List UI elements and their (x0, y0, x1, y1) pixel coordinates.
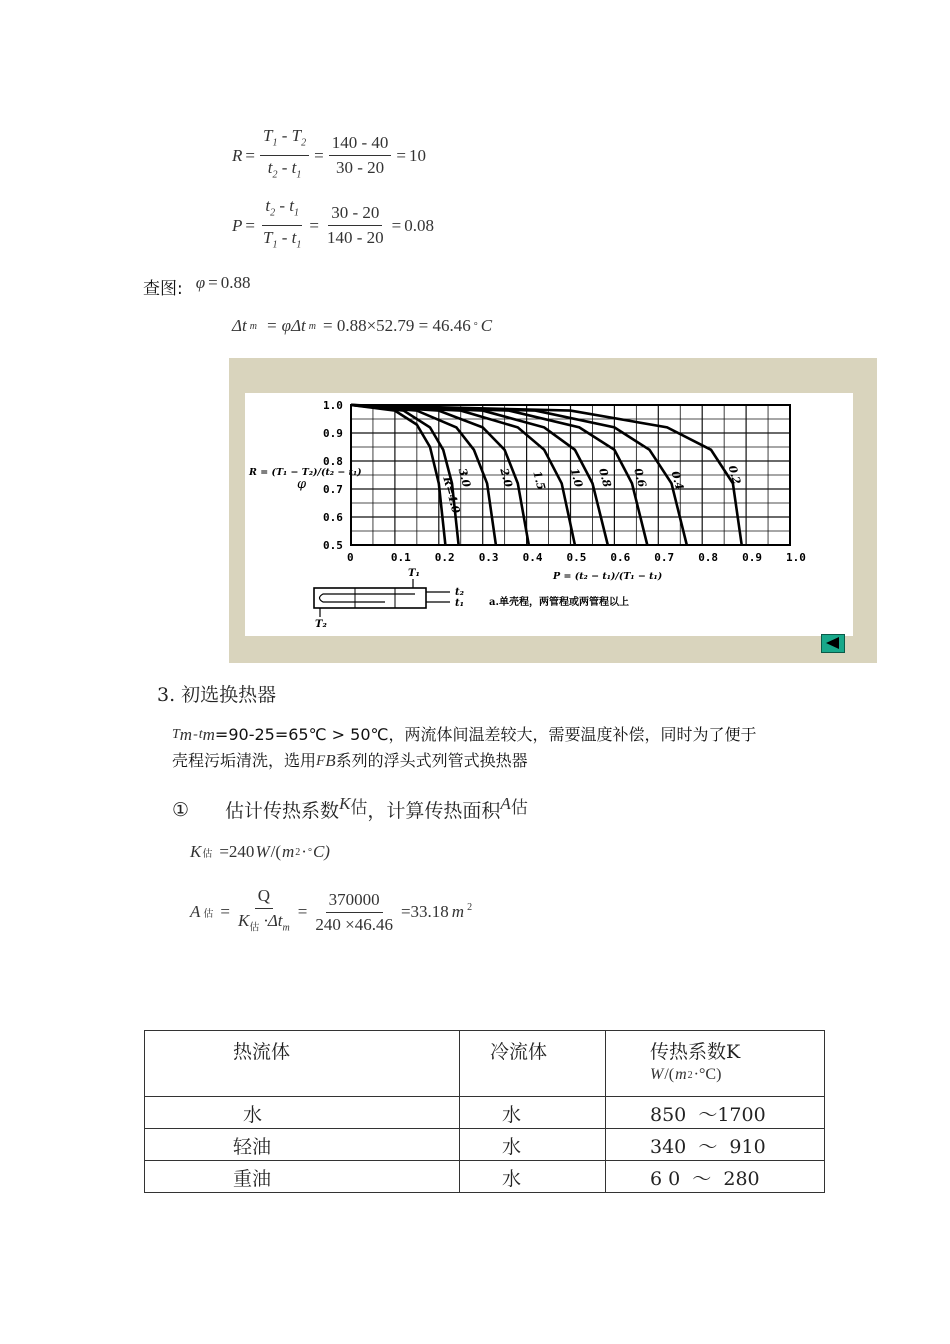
y-axis-label: φ (297, 477, 307, 492)
schematic-label: t₁ (455, 598, 464, 609)
y-tick-label: 0.8 (323, 455, 343, 468)
header-cold-fluid: 冷流体 (490, 1041, 548, 1063)
equation-r: R = $\frac{T_1 - T_2}{t_2 - t_1}$ = $\frac{140 - 40}{30 - 20}$ = 10 (232, 126, 426, 186)
header-hot-fluid: 热流体 (233, 1041, 291, 1063)
equation-a: A 估 = $\frac{Q}{K_估 \cdot\Delta t_m}$ = $\frac{370000}{240 \times 46.46}$ =33.18 m $^2$ (190, 886, 472, 938)
chart-caption: a.单壳程，两管程或两管程以上 (489, 597, 629, 608)
exchanger-tube (320, 594, 386, 602)
x-tick-label: 1.0 (786, 551, 806, 564)
para-line-1: T m - t m =90-25=65℃ > 50℃，两流体间温差较大，需要温度补偿，同时为了便于 (172, 725, 757, 744)
chart-figure (229, 358, 877, 663)
eq-r-result: 10 (408, 145, 426, 165)
step-1-heading: ① 估计传热系数 K 估 ，计算传热面积 A 估 (172, 793, 528, 822)
table-header-row (145, 1031, 825, 1097)
x-tick-label: 0 (347, 551, 354, 564)
curve-label: 1.5 (530, 469, 548, 492)
schematic-label: T₂ (315, 619, 327, 630)
schematic-label: t₂ (455, 587, 464, 598)
schematic-label: T₁ (408, 568, 420, 579)
eq-p-result: 0.08 (404, 215, 434, 235)
curve-label: 0.8 (596, 466, 614, 489)
y-tick-label: 0.7 (323, 483, 343, 496)
y-tick-label: 1.0 (323, 399, 343, 412)
eq-r-lhs: R (232, 145, 243, 165)
chart-paper (245, 393, 853, 636)
table-row (145, 1097, 825, 1129)
curve-label: R=4.0 (440, 475, 463, 515)
back-arrow-button[interactable] (821, 634, 845, 653)
eq-p-lhs: P (232, 215, 243, 235)
para-line-2: 壳程污垢清洗，选用 F B 系列的浮头式列管式换热器 (172, 751, 528, 770)
equation-p: P = $\frac{t_2 - t_1}{T_1 - t_1}$ = $\frac{30 - 20}{140 - 20}$ = 0.08 (232, 196, 434, 256)
eq-a-frac2: $\frac{370000}{240 \times 46.46}$ (315, 889, 393, 934)
eq-r-frac2: $\frac{140 - 40}{30 - 20}$ (329, 133, 392, 178)
eq-p-frac1: $\frac{t_2 - t_1}{T_1 - t_1}$ (262, 196, 302, 251)
table-row (145, 1161, 825, 1193)
section-3-title: 3. 初选换热器 (157, 684, 277, 706)
x-tick-label: 0.3 (478, 551, 499, 564)
x-tick-label: 0.7 (654, 551, 675, 564)
x-tick-label: 0.2 (434, 551, 455, 564)
x-tick-label: 0.5 (566, 551, 587, 564)
eq-p-frac2: $\frac{30 - 20}{140 - 20}$ (326, 203, 384, 248)
lookup-value: 0.88 (220, 272, 251, 292)
y-tick-label: 0.5 (323, 539, 343, 552)
lookup-line: 查图: φ = 0.88 (143, 272, 251, 299)
step-1-number: ① (172, 798, 190, 821)
cell-cold: 水 (502, 1168, 522, 1190)
cell-k: 850 ～1700 (650, 1104, 766, 1126)
cell-cold: 水 (502, 1104, 522, 1126)
x-tick-label: 0.9 (742, 551, 762, 564)
x-tick-label: 0.8 (698, 551, 719, 564)
y-tick-label: 0.6 (323, 511, 343, 524)
x-tick-label: 0.1 (390, 551, 411, 564)
y-tick-label: 0.9 (323, 427, 343, 440)
header-k: 传热系数K (650, 1041, 741, 1063)
curve-label: 0.6 (631, 466, 649, 489)
curve-label: 2.0 (497, 466, 515, 489)
equation-k: K 估 =240 W /( m 2 · ° C) (190, 842, 330, 861)
header-k-unit: W /( m 2 ·°C) (650, 1066, 722, 1083)
curve-label: 1.0 (567, 466, 586, 489)
heat-transfer-coefficient-table (144, 1030, 825, 1193)
cell-k: 6 0 ～ 280 (650, 1168, 760, 1190)
lookup-label: 查图: (143, 279, 183, 299)
x-tick-label: 0.4 (522, 551, 543, 564)
curve-label: 0.4 (668, 469, 687, 492)
cell-hot: 轻油 (233, 1136, 272, 1158)
cell-k: 340 ～ 910 (650, 1136, 766, 1158)
equation-dt: Δt m = φΔt m = 0.88×52.79 = 46.46 ° C (232, 316, 493, 335)
x-tick-label: 0.6 (610, 551, 631, 564)
temperature-correction-chart (245, 393, 853, 636)
eq-a-frac1: $\frac{Q}{K_估 \cdot\Delta t_m}$ (237, 886, 290, 934)
x-axis-label: P = (t₂ − t₁)/(T₁ − t₁) (553, 571, 663, 582)
table-row (145, 1129, 825, 1161)
eq-r-frac1: $\frac{T_1 - T_2}{t_2 - t_1}$ (260, 126, 309, 186)
paragraph-selection (172, 722, 756, 774)
r-formula: R = (T₁ − T₂)/(t₂ − t₁) (249, 467, 362, 478)
exchanger-shell (314, 588, 426, 608)
cell-cold: 水 (502, 1136, 522, 1158)
cell-hot: 重油 (233, 1168, 272, 1190)
curve-label: 3.0 (455, 466, 474, 489)
cell-hot: 水 (243, 1104, 263, 1126)
curve-label: 0.2 (725, 464, 744, 486)
lookup-phi: φ (195, 272, 206, 292)
